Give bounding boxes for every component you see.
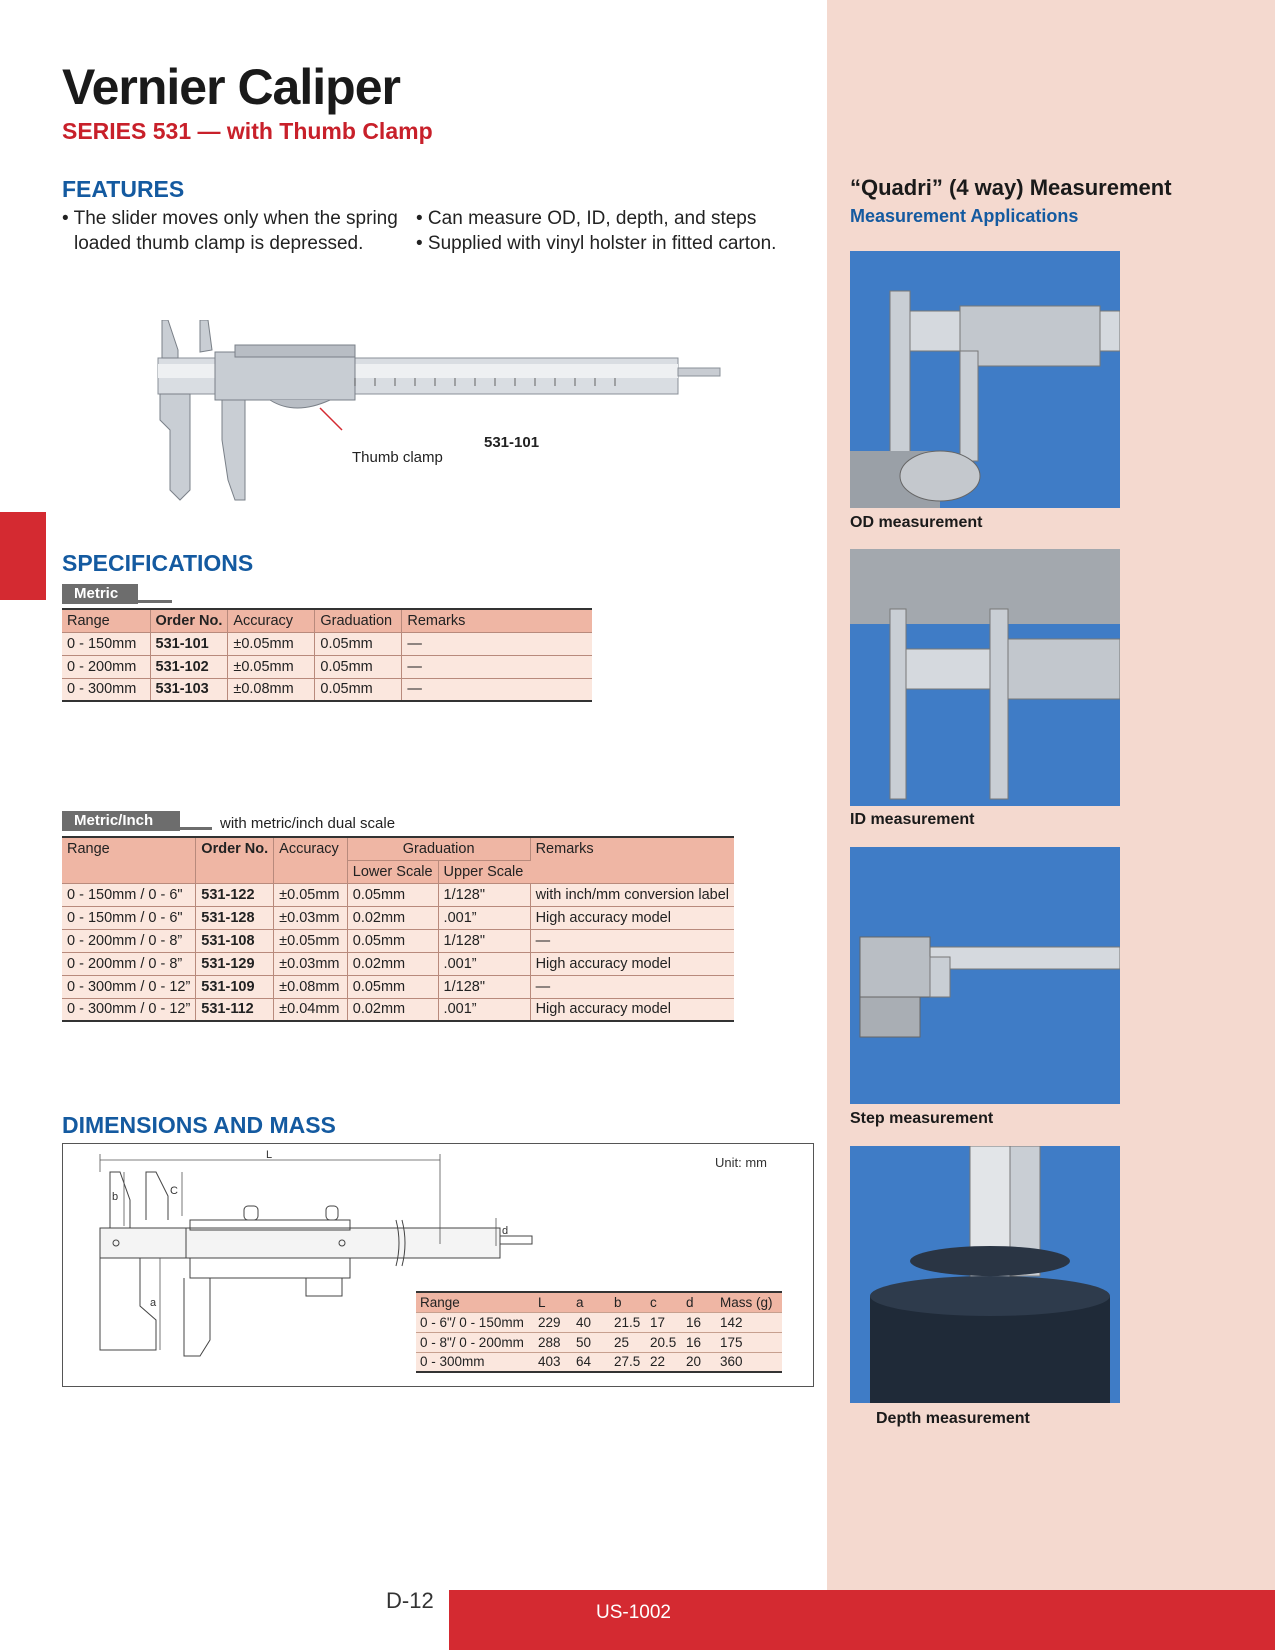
- cell: ±0.05mm: [274, 929, 348, 952]
- cell: 0 - 300mm: [62, 678, 150, 701]
- cell: 0 - 8"/ 0 - 200mm: [416, 1332, 534, 1352]
- od-measurement-caption: OD measurement: [850, 514, 983, 531]
- cell: ±0.08mm: [228, 678, 315, 701]
- table-row: [416, 1332, 782, 1352]
- page-title: Vernier Caliper: [62, 59, 400, 115]
- col-remarks: Remarks: [530, 837, 734, 883]
- cell: 0.05mm: [347, 883, 438, 906]
- cell: 531-108: [196, 929, 274, 952]
- cell: 0 - 300mm / 0 - 12”: [62, 998, 196, 1021]
- cell: High accuracy model: [530, 952, 734, 975]
- dim-label-b: b: [112, 1191, 119, 1203]
- cell: 288: [534, 1332, 572, 1352]
- cell: ±0.03mm: [274, 952, 348, 975]
- col-lower-scale: Lower Scale: [347, 860, 438, 883]
- features-heading: FEATURES: [62, 176, 185, 202]
- specifications-heading: SPECIFICATIONS: [62, 550, 254, 576]
- cell: 403: [534, 1352, 572, 1372]
- cell: ±0.03mm: [274, 906, 348, 929]
- table-row: [416, 1312, 782, 1332]
- cell: 17: [646, 1312, 682, 1332]
- cell: .001”: [438, 998, 530, 1021]
- cell: 0 - 200mm / 0 - 8”: [62, 929, 196, 952]
- feature-item-1-cont: loaded thumb clamp is depressed.: [74, 233, 364, 254]
- cell: 531-109: [196, 975, 274, 998]
- depth-measurement-caption: Depth measurement: [876, 1410, 1030, 1427]
- page-subtitle: SERIES 531 — with Thumb Clamp: [62, 118, 433, 144]
- table-row: [62, 906, 734, 929]
- metric-tag-line: [138, 600, 172, 603]
- cell: 0.05mm: [315, 655, 402, 678]
- cell: 531-122: [196, 883, 274, 906]
- od-measurement-photo: [850, 251, 1120, 508]
- table-row: [62, 655, 592, 678]
- col-order-no: Order No.: [150, 609, 228, 632]
- dim-label-L: L: [266, 1150, 273, 1161]
- col-remarks: Remarks: [402, 609, 592, 632]
- col-accuracy: Accuracy: [228, 609, 315, 632]
- cell: 0 - 300mm: [416, 1352, 534, 1372]
- cell: ±0.08mm: [274, 975, 348, 998]
- cell: 1/128": [438, 929, 530, 952]
- col-range: Range: [62, 837, 196, 883]
- col-accuracy: Accuracy: [274, 837, 348, 883]
- dim-label-c: C: [170, 1185, 178, 1197]
- cell: 0 - 150mm: [62, 632, 150, 655]
- cell: 0.02mm: [347, 906, 438, 929]
- cell: High accuracy model: [530, 906, 734, 929]
- cell: 531-128: [196, 906, 274, 929]
- cell: 1/128": [438, 883, 530, 906]
- table-row: [62, 998, 734, 1021]
- cell: 531-101: [150, 632, 228, 655]
- cell: 229: [534, 1312, 572, 1332]
- cell: 0.02mm: [347, 998, 438, 1021]
- cell: 175: [716, 1332, 782, 1352]
- table-row: [416, 1352, 782, 1372]
- product-model-label: 531-101: [484, 434, 540, 451]
- table-header-row: [62, 609, 592, 632]
- metric-tag: Metric: [62, 584, 138, 604]
- cell: 0 - 200mm / 0 - 8”: [62, 952, 196, 975]
- metric-inch-tag: Metric/Inch: [62, 811, 180, 831]
- cell: —: [402, 678, 592, 701]
- col-upper-scale: Upper Scale: [438, 860, 530, 883]
- table-row: [62, 929, 734, 952]
- metric-inch-spec-table: [62, 836, 734, 1022]
- cell: 0 - 200mm: [62, 655, 150, 678]
- thumb-clamp-label: Thumb clamp: [352, 449, 443, 466]
- cell: ±0.04mm: [274, 998, 348, 1021]
- page-number: D-12: [386, 1588, 434, 1613]
- unit-label: Unit: mm: [715, 1155, 767, 1170]
- table-row: [62, 975, 734, 998]
- cell: 20.5: [646, 1332, 682, 1352]
- cell: 0 - 6"/ 0 - 150mm: [416, 1312, 534, 1332]
- feature-item-3: • Supplied with vinyl holster in fitted carton.: [416, 233, 777, 254]
- dimensions-heading: DIMENSIONS AND MASS: [62, 1112, 336, 1138]
- col-d: d: [682, 1292, 716, 1312]
- cell: 360: [716, 1352, 782, 1372]
- col-c: c: [646, 1292, 682, 1312]
- cell: 27.5: [610, 1352, 646, 1372]
- cell: 0 - 300mm / 0 - 12”: [62, 975, 196, 998]
- cell: .001”: [438, 906, 530, 929]
- col-graduation: Graduation: [347, 837, 530, 860]
- table-row: [62, 678, 592, 701]
- col-range: Range: [62, 609, 150, 632]
- cell: —: [530, 975, 734, 998]
- cell: 16: [682, 1332, 716, 1352]
- depth-measurement-photo: [850, 1146, 1120, 1403]
- col-b: b: [610, 1292, 646, 1312]
- dim-label-d: d: [502, 1225, 509, 1237]
- cell: 531-129: [196, 952, 274, 975]
- cell: —: [402, 632, 592, 655]
- step-measurement-photo: [850, 847, 1120, 1104]
- table-row: [62, 883, 734, 906]
- cell: 40: [572, 1312, 610, 1332]
- table-header-row: [62, 837, 734, 860]
- cell: 20: [682, 1352, 716, 1372]
- cell: —: [402, 655, 592, 678]
- cell: 0.05mm: [315, 632, 402, 655]
- cell: .001”: [438, 952, 530, 975]
- cell: 64: [572, 1352, 610, 1372]
- cell: 16: [682, 1312, 716, 1332]
- cell: 0.05mm: [347, 975, 438, 998]
- cell: 142: [716, 1312, 782, 1332]
- cell: 1/128": [438, 975, 530, 998]
- feature-item-1: • The slider moves only when the spring: [62, 208, 398, 229]
- cell: 0.05mm: [315, 678, 402, 701]
- metric-inch-tag-line: [180, 827, 212, 830]
- cell: 531-102: [150, 655, 228, 678]
- feature-item-2: • Can measure OD, ID, depth, and steps: [416, 208, 757, 229]
- id-measurement-photo: [850, 549, 1120, 806]
- metric-spec-table: [62, 608, 592, 702]
- cell: ±0.05mm: [228, 655, 315, 678]
- cell: 21.5: [610, 1312, 646, 1332]
- cell: ±0.05mm: [228, 632, 315, 655]
- cell: 531-103: [150, 678, 228, 701]
- cell: 25: [610, 1332, 646, 1352]
- cell: 0 - 150mm / 0 - 6": [62, 883, 196, 906]
- dim-label-a: a: [150, 1297, 157, 1309]
- table-row: [62, 632, 592, 655]
- section-tab: [0, 512, 46, 600]
- cell: 0 - 150mm / 0 - 6": [62, 906, 196, 929]
- col-range: Range: [416, 1292, 534, 1312]
- quadri-subtitle: Measurement Applications: [850, 206, 1079, 226]
- step-measurement-caption: Step measurement: [850, 1110, 994, 1127]
- id-measurement-caption: ID measurement: [850, 811, 975, 828]
- caliper-product-image: [150, 320, 730, 505]
- footer-bar: [449, 1590, 1275, 1650]
- cell: 50: [572, 1332, 610, 1352]
- quadri-title: “Quadri” (4 way) Measurement: [850, 175, 1172, 200]
- dimensions-table: [416, 1291, 782, 1373]
- cell: 531-112: [196, 998, 274, 1021]
- col-a: a: [572, 1292, 610, 1312]
- cell: ±0.05mm: [274, 883, 348, 906]
- table-row: [62, 952, 734, 975]
- footer-code: US-1002: [596, 1602, 671, 1623]
- col-graduation: Graduation: [315, 609, 402, 632]
- cell: 0.05mm: [347, 929, 438, 952]
- col-L: L: [534, 1292, 572, 1312]
- table-header-row: [416, 1292, 782, 1312]
- cell: with inch/mm conversion label: [530, 883, 734, 906]
- cell: 0.02mm: [347, 952, 438, 975]
- cell: —: [530, 929, 734, 952]
- cell: High accuracy model: [530, 998, 734, 1021]
- col-order-no: Order No.: [196, 837, 274, 883]
- cell: 22: [646, 1352, 682, 1372]
- metric-inch-note: with metric/inch dual scale: [220, 815, 396, 832]
- col-mass: Mass (g): [716, 1292, 782, 1312]
